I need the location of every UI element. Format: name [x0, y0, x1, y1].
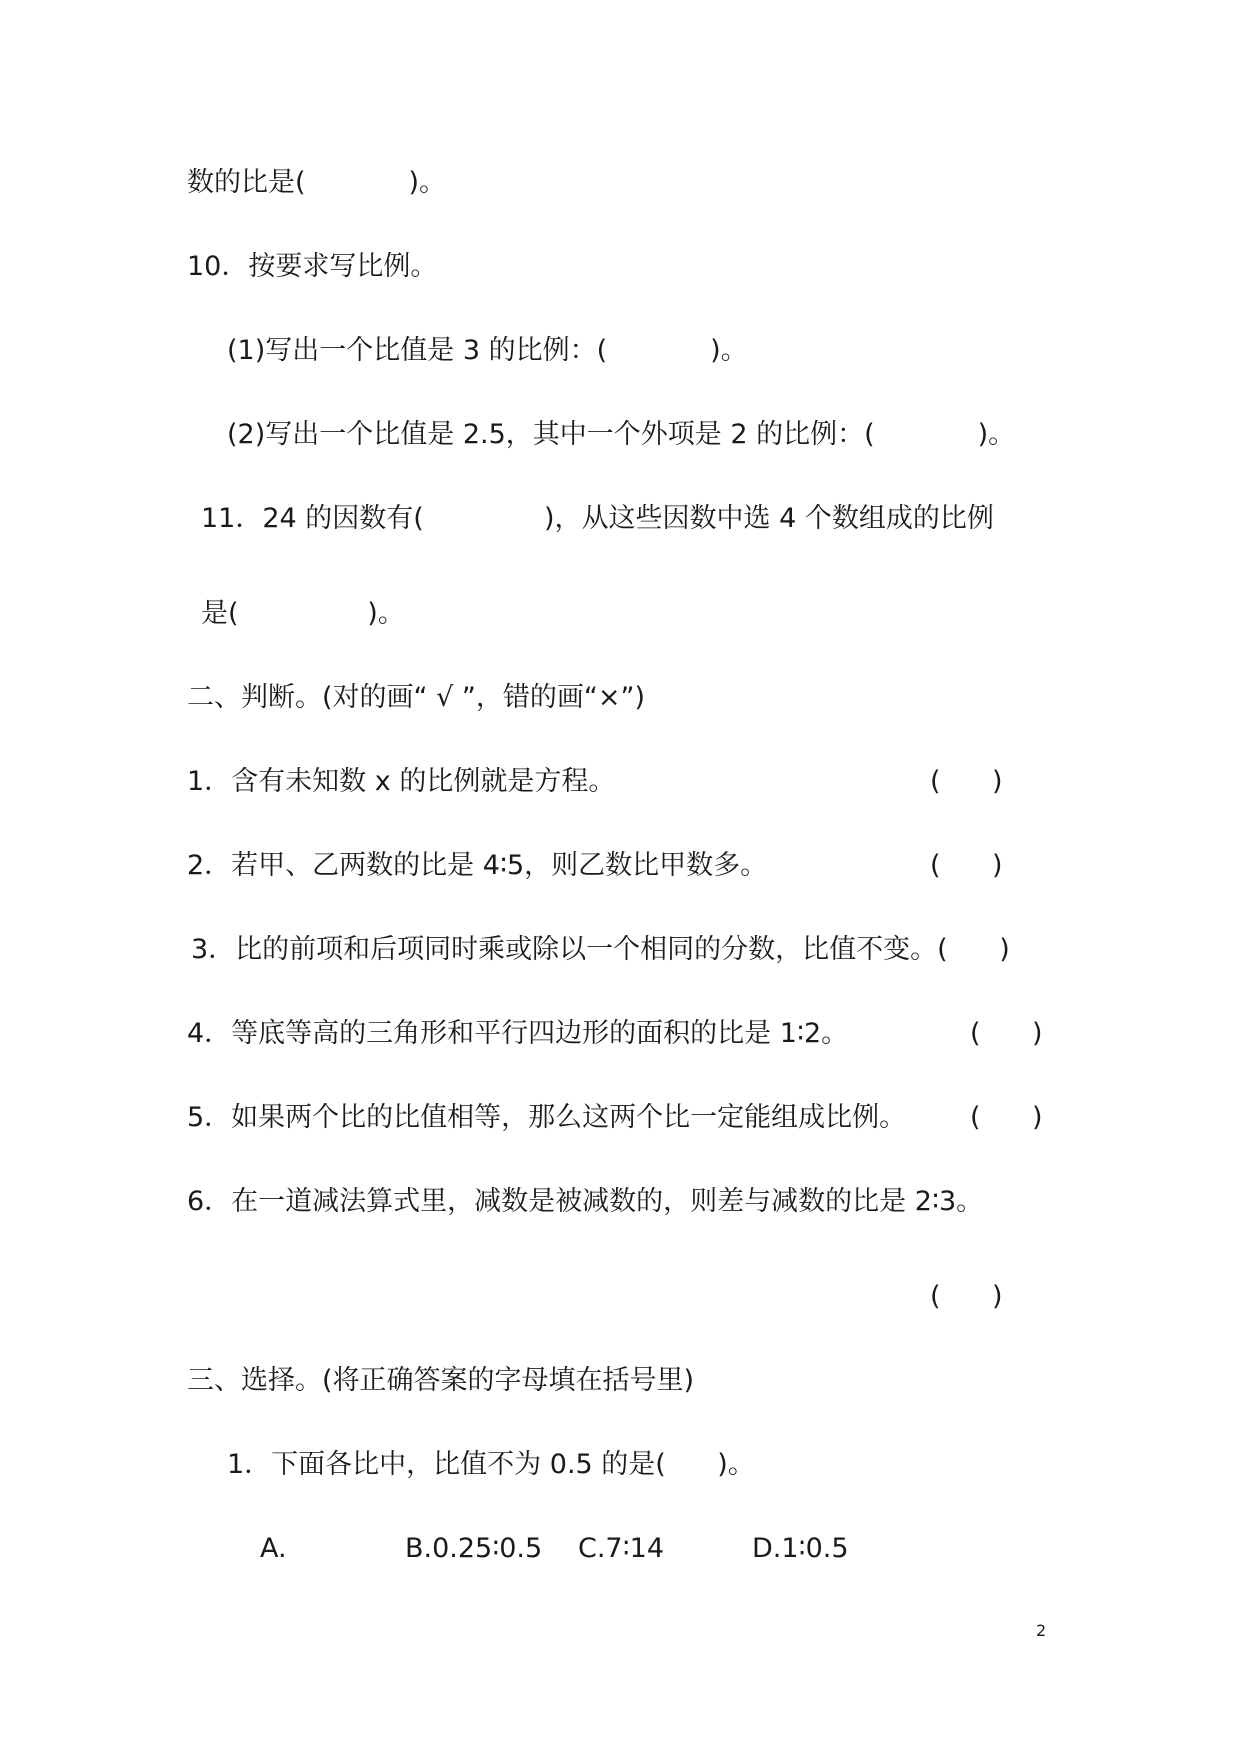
- question-10-part-1: (1)写出一个比值是 3 的比例：( )。: [227, 335, 748, 366]
- option-a: A.: [260, 1533, 287, 1564]
- option-d: D.1∶0.5: [752, 1533, 849, 1564]
- option-b: B.0.25∶0.5: [405, 1533, 543, 1564]
- section-3-heading: 三、选择。(将正确答案的字母填在括号里): [187, 1365, 695, 1396]
- question-10-part-2: (2)写出一个比值是 2.5，其中一个外项是 2 的比例：( )。: [227, 419, 1016, 450]
- judge-item-1-blank: ( ): [930, 766, 1003, 797]
- page-number: 2: [1036, 1621, 1047, 1640]
- option-c: C.7∶14: [578, 1533, 664, 1564]
- judge-item-5: 5．如果两个比的比值相等，那么这两个比一定能组成比例。: [187, 1102, 907, 1133]
- question-9-continuation: 数的比是( )。: [187, 167, 447, 198]
- judge-item-2: 2．若甲、乙两数的比是 4∶5，则乙数比甲数多。: [187, 850, 768, 881]
- judge-item-5-blank: ( ): [970, 1102, 1043, 1133]
- judge-item-3: 3．比的前项和后项同时乘或除以一个相同的分数，比值不变。( ): [191, 934, 1010, 965]
- judge-item-4: 4．等底等高的三角形和平行四边形的面积的比是 1∶2。: [187, 1018, 849, 1049]
- question-11-continuation: 是( )。: [201, 598, 405, 629]
- judge-item-4-blank: ( ): [970, 1018, 1043, 1049]
- question-11: 11．24 的因数有( )，从这些因数中选 4 个数组成的比例: [201, 503, 994, 534]
- question-10: 10．按要求写比例。: [187, 251, 438, 282]
- section-2-heading: 二、判断。(对的画“ √ ”，错的画“×”): [187, 682, 646, 713]
- choice-question-1: 1．下面各比中，比值不为 0.5 的是( )。: [227, 1449, 755, 1480]
- judge-item-2-blank: ( ): [930, 850, 1003, 881]
- judge-item-6-blank: ( ): [930, 1281, 1003, 1312]
- judge-item-6: 6．在一道减法算式里，减数是被减数的，则差与减数的比是 2∶3。: [187, 1186, 984, 1217]
- judge-item-1: 1．含有未知数 x 的比例就是方程。: [187, 766, 616, 797]
